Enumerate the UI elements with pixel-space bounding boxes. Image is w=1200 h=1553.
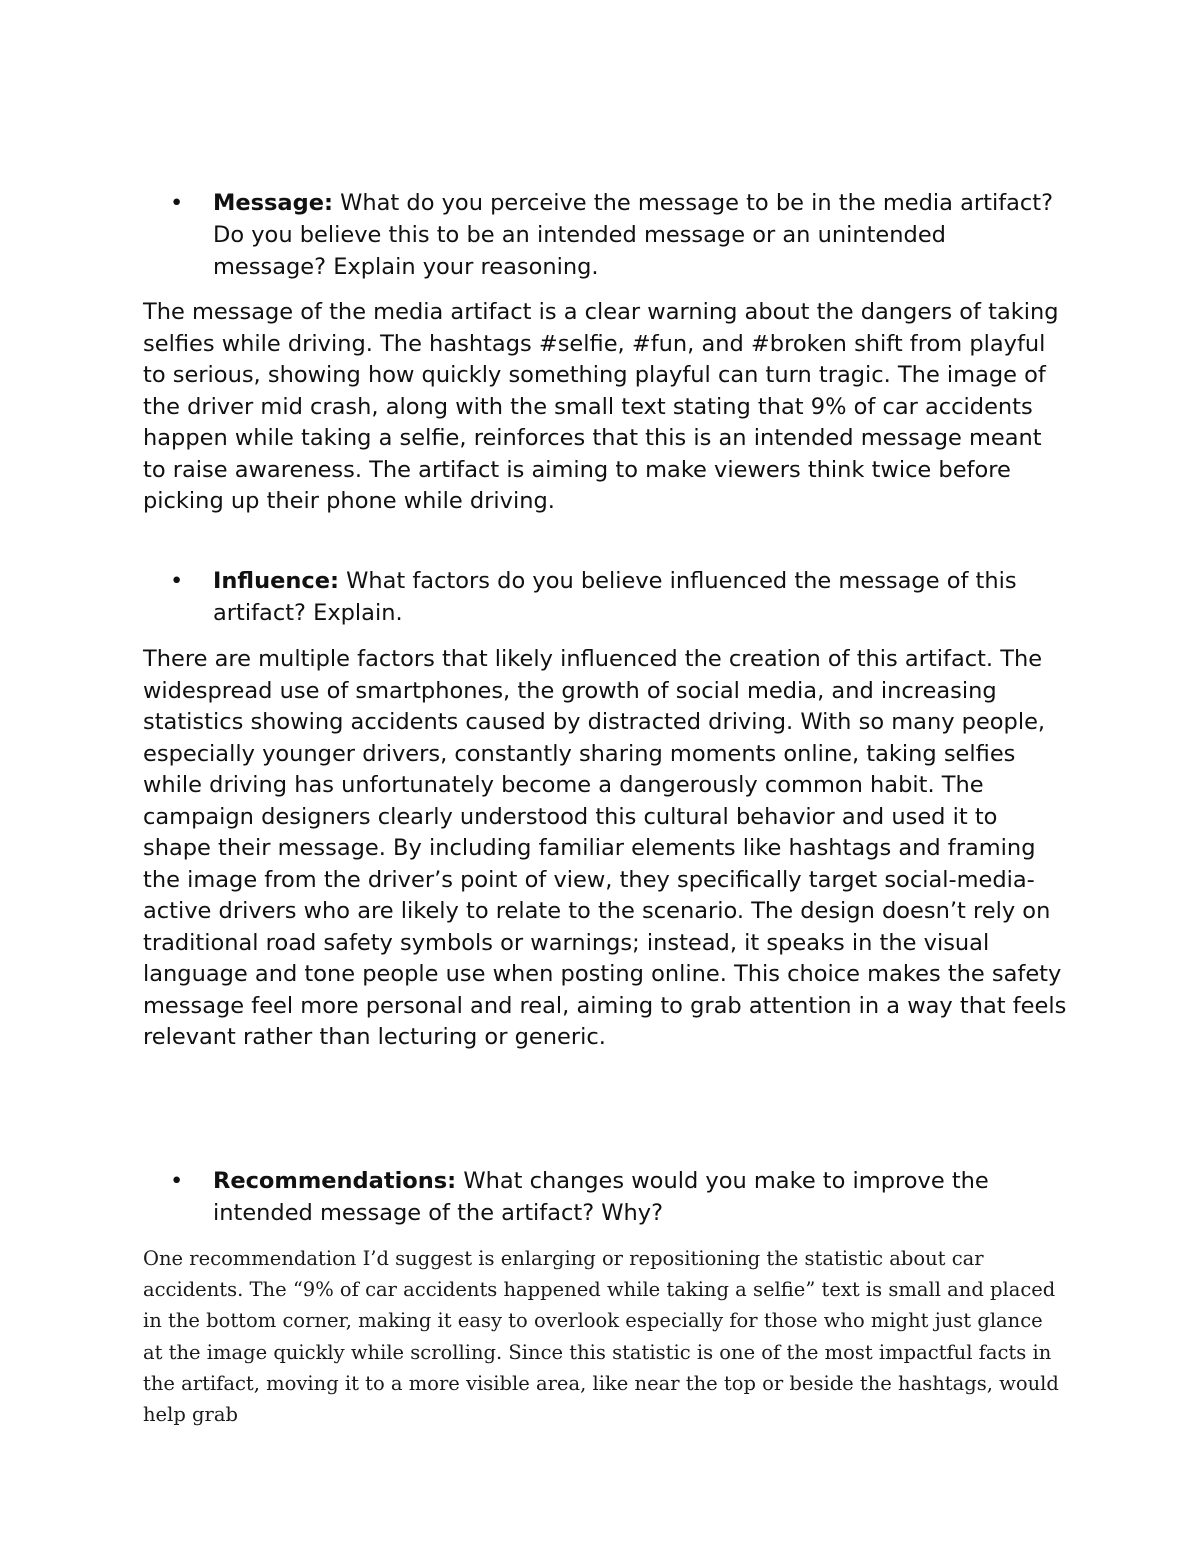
bullet-text	[213, 565, 1063, 629]
bullet-point-icon: •	[170, 1168, 184, 1194]
bullet-label: Recommendations:	[213, 1168, 457, 1194]
answer-paragraph-message: The message of the media artifact is a clear warning about the dangers of taking selfies while driving. The hashtags #selfie, #fun, and #broken shift from playful to serious, showing how quickly something playful can turn tragic. The image of the driver mid crash, along with the small text stating that 9% of car accidents happen while taking a selfie, reinforces that this is an intended message meant to raise awareness. The artifact is aiming to make viewers think twice before picking up their phone while driving.	[143, 299, 1059, 514]
bullet-point-icon: •	[170, 190, 184, 216]
bullet-item-recommendations	[170, 1165, 1070, 1229]
bullet-label: Message:	[213, 190, 333, 216]
bullet-question: What do you perceive the message to be in the media artifact? Do you believe this to be an intended message or an unintended message? Explain your reasoning.	[213, 190, 1054, 280]
bullet-item-message	[170, 187, 1070, 283]
bullet-question: What factors do you believe influenced the message of this artifact? Explain.	[213, 568, 1017, 626]
answer-paragraph-influence: There are multiple factors that likely influenced the creation of this artifact. The widespread use of smartphones, the growth of social media, and increasing statistics showing accidents caused by distracted driving. With so many people, especially younger drivers, constantly sharing moments online, taking selfies while driving has unfortunately become a dangerously common habit. The campaign designers clearly understood this cultural behavior and used it to shape their message. By including familiar elements like hashtags and framing the image from the driver’s point of view, they specifically target social-media-active drivers who are likely to relate to the scenario. The design doesn’t rely on traditional road safety symbols or warnings; instead, it speaks in the visual language and tone people use when posting online. This choice makes the safety message feel more personal and real, aiming to grab attention in a way that feels relevant rather than lecturing or generic.	[143, 646, 1067, 1050]
answer-paragraph-recommendations: One recommendation I’d suggest is enlarging or repositioning the statistic about car accidents. The “9% of car accidents happened while taking a selfie” text is small and placed in the bottom corner, making it easy to overlook especially for those who might just glance at the image quickly while scrolling. Since this statistic is one of the most impactful facts in the artifact, moving it to a more visible area, like near the top or beside the hashtags, would help grab	[143, 1247, 1059, 1427]
bullet-text	[213, 1165, 1063, 1229]
bullet-item-influence	[170, 565, 1070, 629]
bullet-label: Influence:	[213, 568, 339, 594]
bullet-question: What changes would you make to improve the intended message of the artifact? Why?	[213, 1168, 989, 1226]
bullet-point-icon: •	[170, 568, 184, 594]
bullet-text	[213, 187, 1063, 283]
